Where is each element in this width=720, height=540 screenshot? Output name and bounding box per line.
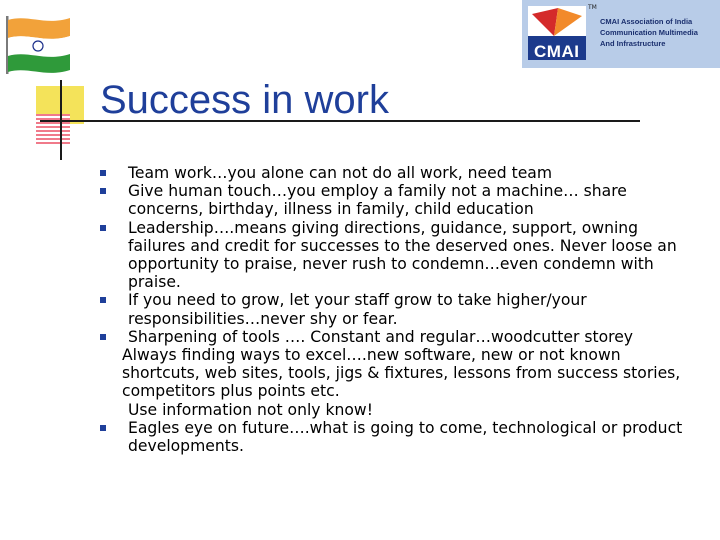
bullet-text: Team work…you alone can not do all work, need team: [128, 164, 553, 182]
bullet-item: [100, 328, 700, 346]
cmai-line: Communication Multimedia: [600, 28, 698, 37]
bullet-icon: [100, 334, 106, 340]
bullet-text: Leadership….means giving directions, guidance, support, owning failures and credit for successes to the deserved ones. Never loose an opportunity to praise, never rush to condemn…even condemn with praise.: [128, 218, 677, 292]
bullet-item: [100, 164, 700, 182]
cmai-line: And Infrastructure: [600, 39, 666, 48]
cmai-line: CMAI Association of India: [600, 17, 693, 26]
slide-title: Success in work: [100, 78, 389, 122]
bullet-icon: [100, 297, 106, 303]
trademark: TM: [588, 4, 597, 11]
bullet-icon: [100, 170, 106, 176]
bullet-icon: [100, 188, 106, 194]
bullet-icon: [100, 425, 106, 431]
bullet-text: Sharpening of tools …. Constant and regular…woodcutter storey: [128, 327, 634, 346]
bullet-item: [100, 419, 700, 455]
bullet-item: [100, 182, 700, 218]
continuation-paragraph: Always finding ways to excel….new software, new or not known shortcuts, web sites, tools, jigs & fixtures, lessons from success stories, competitors plus points etc.: [122, 346, 681, 401]
bullet-text: If you need to grow, let your staff grow to take higher/your responsibilities…never shy or fear.: [128, 291, 587, 328]
bullet-text: Give human touch…you employ a family not a machine… share concerns, birthday, illness in family, child education: [128, 182, 627, 219]
cmai-logo-box: [528, 6, 586, 60]
bullet-text: Eagles eye on future….what is going to come, technological or product developments.: [128, 418, 683, 456]
cmai-short: CMAI: [534, 42, 580, 61]
bullet-item: [100, 291, 700, 327]
cmai-full-name: [600, 16, 698, 49]
continuation-paragraph: Use information not only know!: [128, 400, 373, 419]
bullet-list: [100, 164, 700, 455]
bullet-item: [100, 219, 700, 292]
deco-pink-block: [36, 114, 70, 144]
india-flag-icon: [0, 8, 75, 76]
cmai-logo: [522, 0, 720, 68]
bullet-icon: [100, 225, 106, 231]
